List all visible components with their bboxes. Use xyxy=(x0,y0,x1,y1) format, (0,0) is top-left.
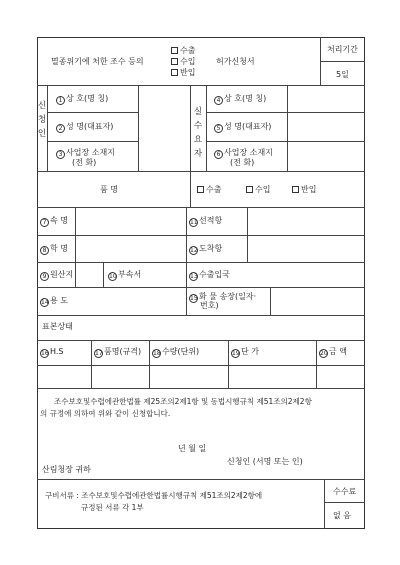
checkbox-icon xyxy=(171,47,178,54)
form-title-right: 허가신청서 xyxy=(216,57,255,66)
arrival-port-field[interactable]: 12도착항 xyxy=(190,244,223,254)
rule xyxy=(103,262,104,287)
item-option-export[interactable]: 수출 xyxy=(197,185,221,195)
checkbox-icon xyxy=(246,186,253,193)
rule xyxy=(228,340,229,388)
rule xyxy=(206,112,365,113)
col-unit-price: 19단 가 xyxy=(232,347,259,357)
declaration-date[interactable]: 년 월 일 xyxy=(178,444,207,453)
form-title-left: 멸종위기에 처한 조수 등의 xyxy=(51,57,144,66)
fee-label: 수수료 xyxy=(333,487,357,496)
option-export[interactable]: 수출 xyxy=(171,46,195,56)
rule xyxy=(47,141,138,142)
purpose-field[interactable]: 14용 도 xyxy=(41,296,68,306)
declaration-addressee: 산림청장 귀하 xyxy=(42,465,91,474)
rule xyxy=(270,287,271,315)
rule xyxy=(37,207,365,208)
item-option-import[interactable]: 수입 xyxy=(246,185,270,195)
rule xyxy=(37,171,365,172)
declaration-line-1: 조수보호및수렵에관한법률 제25조의2제1항 및 동법시행규칙 제51조의2제2항 xyxy=(54,397,312,406)
applicant-rep-field[interactable]: 2 성 명(대표자) xyxy=(56,122,113,133)
rule xyxy=(206,141,365,142)
checkbox-icon xyxy=(292,186,299,193)
export-country-field[interactable]: 13수출입국 xyxy=(190,270,230,280)
rule xyxy=(75,207,76,287)
specimen-status-label: 표본상태 xyxy=(42,322,73,331)
applicant-phone-label: (전 화) xyxy=(72,158,97,167)
rule xyxy=(190,85,191,171)
rule xyxy=(320,37,321,85)
option-import[interactable]: 수입 xyxy=(171,57,195,67)
appendix-field[interactable]: 10부속서 xyxy=(109,270,142,280)
applicant-address-field[interactable]: 3 사업장 소재지 xyxy=(56,148,115,159)
invoice-field[interactable]: 15화 물 송장(일자· xyxy=(190,292,257,302)
species-field[interactable]: 8 학 명 xyxy=(40,244,68,255)
rule xyxy=(138,85,139,171)
rule xyxy=(206,85,207,171)
required-docs-line-2: 규정된 서류 각 1부 xyxy=(81,503,144,512)
importer-rep-field[interactable]: 5 성 명(대표자) xyxy=(214,122,271,133)
option-bring-in[interactable]: 반입 xyxy=(171,68,195,78)
rule xyxy=(190,171,191,207)
checkbox-icon xyxy=(197,186,204,193)
rule xyxy=(37,262,365,263)
col-item-spec: 17품명(규격) xyxy=(95,347,142,357)
rule xyxy=(324,502,365,503)
declaration-line-2: 의 규정에 의하여 위와 같이 신청합니다. xyxy=(40,409,171,418)
rule xyxy=(320,61,365,62)
rule xyxy=(37,235,365,236)
importer-section-label: 실수요자 xyxy=(193,107,203,159)
rule xyxy=(287,85,288,171)
processing-period-value: 5일 xyxy=(336,70,349,79)
item-label: 품 명 xyxy=(100,185,118,194)
importer-address-field[interactable]: 6 사업장 소재지 xyxy=(214,148,273,159)
origin-field[interactable]: 9 원산지 xyxy=(40,270,73,281)
rule xyxy=(91,340,92,388)
rule xyxy=(37,315,365,316)
declaration-signer[interactable]: 신청인 (서명 또는 인) xyxy=(227,457,303,466)
item-option-bring-in[interactable]: 반입 xyxy=(292,185,316,195)
rule xyxy=(247,207,248,262)
applicant-name-field[interactable]: 1 상 호(명 칭) xyxy=(56,94,108,105)
rule xyxy=(149,340,150,388)
shipping-port-field[interactable]: 11선적항 xyxy=(190,216,223,226)
rule xyxy=(186,207,187,315)
required-docs-line-1: 구비서류 : 조수보호및수렵에관한법률시행규칙 제51조의2제2항에 xyxy=(45,491,263,500)
applicant-section-label: 신청인 xyxy=(37,101,47,139)
col-hs: 16H.S xyxy=(41,347,64,357)
col-amount: 20금 액 xyxy=(320,347,347,357)
genus-field[interactable]: 7 속 명 xyxy=(40,216,68,227)
rule xyxy=(37,85,365,86)
rule xyxy=(37,388,365,389)
checkbox-icon xyxy=(171,69,178,76)
rule xyxy=(316,340,317,388)
col-quantity: 18수량(단위) xyxy=(153,347,200,357)
checkbox-icon xyxy=(171,58,178,65)
processing-period-label: 처리기간 xyxy=(327,45,358,54)
rule xyxy=(324,479,325,529)
rule xyxy=(37,287,365,288)
importer-name-field[interactable]: 4 상 호(명 칭) xyxy=(214,94,266,105)
importer-phone-label: (전 화) xyxy=(230,158,255,167)
rule xyxy=(37,479,365,480)
fee-value: 없 음 xyxy=(333,511,351,520)
invoice-sub-label: 번호) xyxy=(200,301,219,310)
rule xyxy=(47,112,138,113)
